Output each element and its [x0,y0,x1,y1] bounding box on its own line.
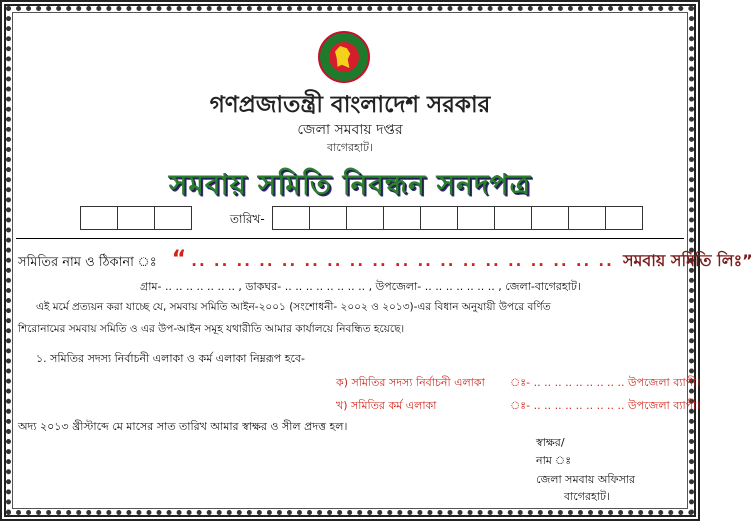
date-label: তারিখ- [230,212,265,226]
signatory-location: বাগেরহাট। [564,490,610,503]
body-paragraph-1: এই মর্মে প্রত্যয়ন করা যাচ্ছে যে, সমবায় সমিতি আইন-২০০১ (সংশোধনী- ২০০২ ও ২০১৩)-এর বিধান অনুযায়ী উপরে বর্ণিত [36,301,551,313]
member-area-label: ক) সমিতির সদস্য নির্বাচনী এলাকা [336,376,485,389]
date-box [420,206,458,230]
date-box [272,206,310,230]
separator-line [16,238,684,239]
reg-number-box [117,206,155,230]
signatory-name-label: নাম ঃ [536,454,572,467]
office-location: বাগেরহাট। [327,141,373,154]
society-name-suffix: সমবায় সমিতি লিঃ” [622,251,753,270]
office-name: জেলা সমবায় দপ্তর [297,122,403,138]
body-paragraph-2: শিরোনামের সমবায় সমিতি ও এর উপ-আইন সমূহ যথারীতি আমার কার্যালয়ে নিবন্ধিত হয়েছে। [18,323,405,335]
date-box [568,206,606,230]
reg-number-box [154,206,192,230]
date-box [309,206,347,230]
society-name-label: সমিতির নাম ও ঠিকানা ঃ [18,255,157,270]
date-box [494,206,532,230]
address-line: গ্রাম- .. .. .. .. .. .. .. , ডাকঘর- .. .. .. .. .. .. .. .. , উপজেলা- .. .. .. .. .. .. .. , জেলা-বাগেরহাট। [140,280,581,293]
certificate-title: সমবায় সমিতি নিবন্ধন সনদপত্র [168,168,532,201]
society-name-blank: .. .. .. .. .. .. .. .. .. .. .. .. .. .. .. .. .. .. .. [191,252,614,270]
member-area-value: ঃ- .. .. .. .. .. .. .. .. .. উপজেলা ব্যাপী। [510,376,701,389]
work-area-label: খ) সমিতির কর্ম এলাকা [336,399,437,412]
work-area-value: ঃ- .. .. .. .. .. .. .. .. .. উপজেলা ব্যাপী। [510,399,701,412]
date-box [346,206,384,230]
date-box [383,206,421,230]
society-name-row [18,247,753,275]
signature-label: স্বাক্ষর/ [536,436,565,449]
closing-statement: অদ্য ২০১৩ খ্রীস্টাব্দে মে মাসের সাত তারিখ আমার স্বাক্ষর ও সীল প্রদত্ত হল। [18,420,348,433]
government-seal-icon [318,31,370,83]
signatory-designation: জেলা সমবায় অফিসার [536,473,636,486]
government-heading: গণপ্রজাতন্ত্রী বাংলাদেশ সরকার [209,92,491,118]
date-box [531,206,569,230]
date-box [605,206,643,230]
open-quote: “ [171,247,187,272]
date-box [457,206,495,230]
area-item-1: ১. সমিতির সদস্য নির্বাচনী এলাকা ও কর্ম এলাকা নিম্নরূপ হবে- [36,352,305,365]
reg-number-box [80,206,118,230]
